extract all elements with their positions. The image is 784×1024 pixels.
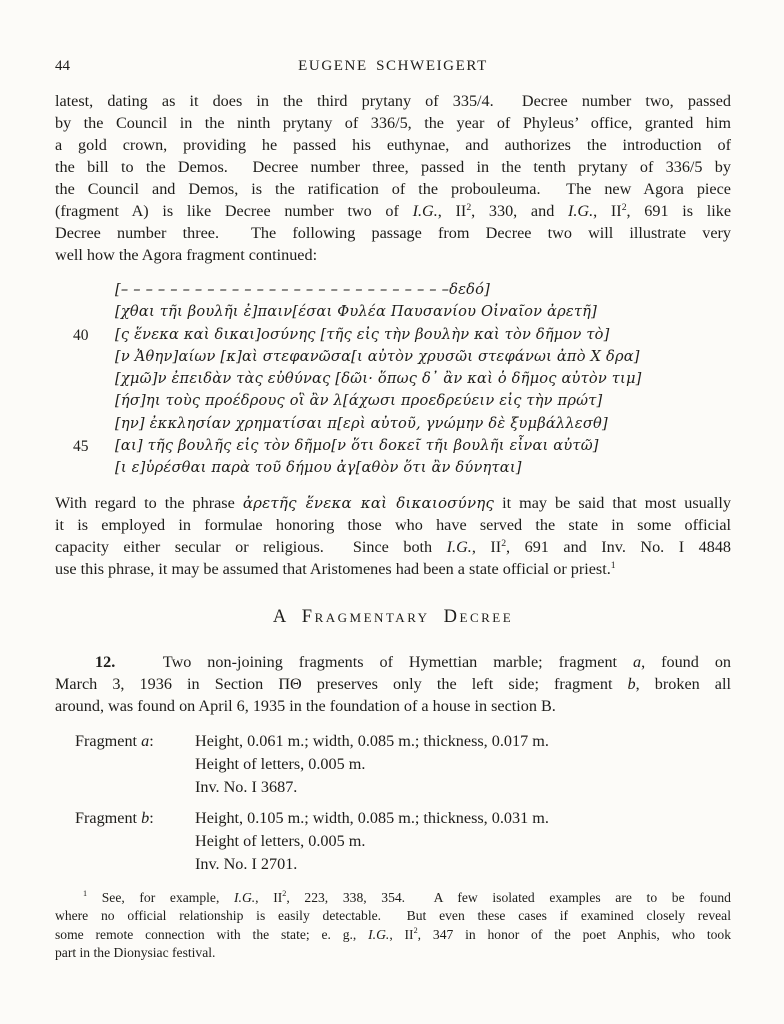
greek-line [73, 324, 731, 346]
fragment-detail-line: Inv. No. I 2701. [195, 854, 298, 873]
greek-text: [ς ἕνεκα καὶ δικαι]οσύνης [τῆς εἰς τὴν βουλὴν καὶ τὸν δῆμον τὸ] [115, 325, 610, 343]
text-line: 12. Two non-joining fragments of Hymettian marble; fragment a, found on [95, 652, 732, 671]
greek-text: [– – – – – – – – – – – – – – – – – – – – – – – – – – –δεδό] [115, 281, 491, 298]
fragment-detail-line: Inv. No. I 3687. [195, 777, 298, 796]
text-line: latest, dating as it does in the third prytany of 335/4. Decree number two, passed [55, 92, 731, 110]
greek-line [115, 390, 731, 412]
running-head-author: EUGENE SCHWEIGERT [298, 58, 488, 74]
inscription-line-number: 40 [73, 326, 89, 344]
fragment-b-label: Fragment b: [75, 808, 154, 827]
fragment-b-details [195, 807, 731, 876]
running-header [55, 58, 731, 78]
greek-text: [ι ε]ὑρέσθαι παρὰ τοῦ δήμου ἀγ[αθὸν ὅτι ἂν δύνηται] [115, 459, 522, 477]
text-line: it is employed in formulae honoring those who have served the state in some official [55, 515, 731, 534]
fragment-detail-line: Height of letters, 0.005 m. [195, 831, 366, 850]
text-line: the bill to the Demos. Decree number three, passed in the tenth prytany of 336/5 by [55, 158, 731, 176]
greek-line [115, 413, 731, 435]
greek-line [115, 301, 731, 323]
page-number: 44 [55, 58, 70, 74]
text-line: the Council and Demos, is the ratification of the probouleuma. The new Agora piece [55, 180, 731, 198]
text-line: Decree number three. The following passage from Decree two will illustrate very [55, 224, 731, 242]
fragment-detail-line: Height, 0.105 m.; width, 0.085 m.; thickness, 0.031 m. [195, 808, 549, 827]
fragment-a-entry [75, 730, 731, 799]
text-line: capacity either secular or religious. Since both I.G., $II^2$, 691 and Inv. No. I 4848 [55, 537, 732, 556]
greek-text: [ην] ἐκκλησίαν χρηματίσαι π[ερὶ αὐτοῦ, γνώμην δὲ ξυμβάλλεσθ] [115, 414, 608, 432]
text-line: by the Council in the ninth prytany of 336/5, the year of Phyleus’ office, granted him [55, 114, 731, 132]
greek-line [73, 435, 731, 457]
footnote-line: part in the Dionysiac festival. [55, 945, 216, 961]
fragment-a-label: Fragment a: [75, 731, 154, 750]
paragraph-decree-discussion [55, 90, 731, 266]
text-line: around, was found on April 6, 1935 in the foundation of a house in section B. [55, 696, 556, 715]
greek-inscription-block [73, 279, 731, 480]
greek-line [115, 368, 731, 390]
footnote [55, 889, 731, 963]
catalog-item-12 [55, 651, 731, 717]
text-line: a gold crown, providing he passed his euthynae, and authorizes the introduction of [55, 136, 731, 154]
greek-text: [ν Ἀθην]αίων [κ]αὶ στεφανῶσα[ι αὐτὸν χρυσῶι στεφάνωι ἀπὸ Χ δρα] [115, 347, 640, 365]
text-line: March 3, 1936 in Section ΠΘ preserves only the left side; fragment b, broken all [55, 674, 731, 693]
fragment-a-details [195, 730, 731, 799]
greek-line [115, 346, 731, 368]
greek-text: [χθαι τῆι βουλῆι ἐ]παιν[έσαι Φυλέα Παυσανίου Οἰναῖον ἀρετῆ] [115, 303, 598, 321]
fragment-detail-line: Height, 0.061 m.; width, 0.085 m.; thickness, 0.017 m. [195, 731, 549, 750]
footnote-line: where no official relationship is easily detectable. But even these cases if examined closely reveal [55, 908, 731, 924]
greek-line [115, 279, 731, 301]
footnote-line: $^1$ See, for example, I.G., $II^2$, 223, 338, 354. A few isolated examples are to be found [83, 888, 731, 905]
greek-text: [ήσ]ηι τοὺς προέδρους οἳ ἂν λ[άχωσι προεδρεύειν εἰς τὴν πρώτ] [115, 392, 603, 410]
fragment-b-entry [75, 807, 731, 876]
paragraph-phrase-discussion [55, 492, 731, 580]
footnote-line: some remote connection with the state; e. g., I.G., $II^2$, 347 in honor of the poet Anphis, who took [55, 925, 731, 942]
text-line: use this phrase, it may be assumed that Aristomenes had been a state official or priest.$^1$ [55, 559, 616, 578]
text-line: well how the Agora fragment continued: [55, 246, 318, 264]
greek-text: [χμῶ]ν ἐπειδὰν τὰς εὐθύνας [δῶι· ὅπως δ᾽ ἂν καὶ ὁ δῆμος αὐτὸν τιμ] [115, 370, 642, 388]
greek-text: [αι] τῆς βουλῆς εἰς τὸν δῆμο[ν ὅτι δοκεῖ τῆι βουλῆι εἶναι αὐτῶ] [115, 437, 599, 455]
greek-line [115, 457, 731, 479]
text-line: (fragment A) is like Decree number two of I.G., $II^2$, 330, and I.G., $II^2$, 691 is like [55, 202, 732, 220]
section-heading: A Fragmentary Decree [272, 606, 514, 627]
inscription-line-number: 45 [73, 438, 89, 456]
fragment-detail-line: Height of letters, 0.005 m. [195, 754, 366, 773]
text-line: With regard to the phrase ἀρετῆς ἕνεκα καὶ δικαιοσύνης it may be said that most usually [55, 493, 732, 512]
